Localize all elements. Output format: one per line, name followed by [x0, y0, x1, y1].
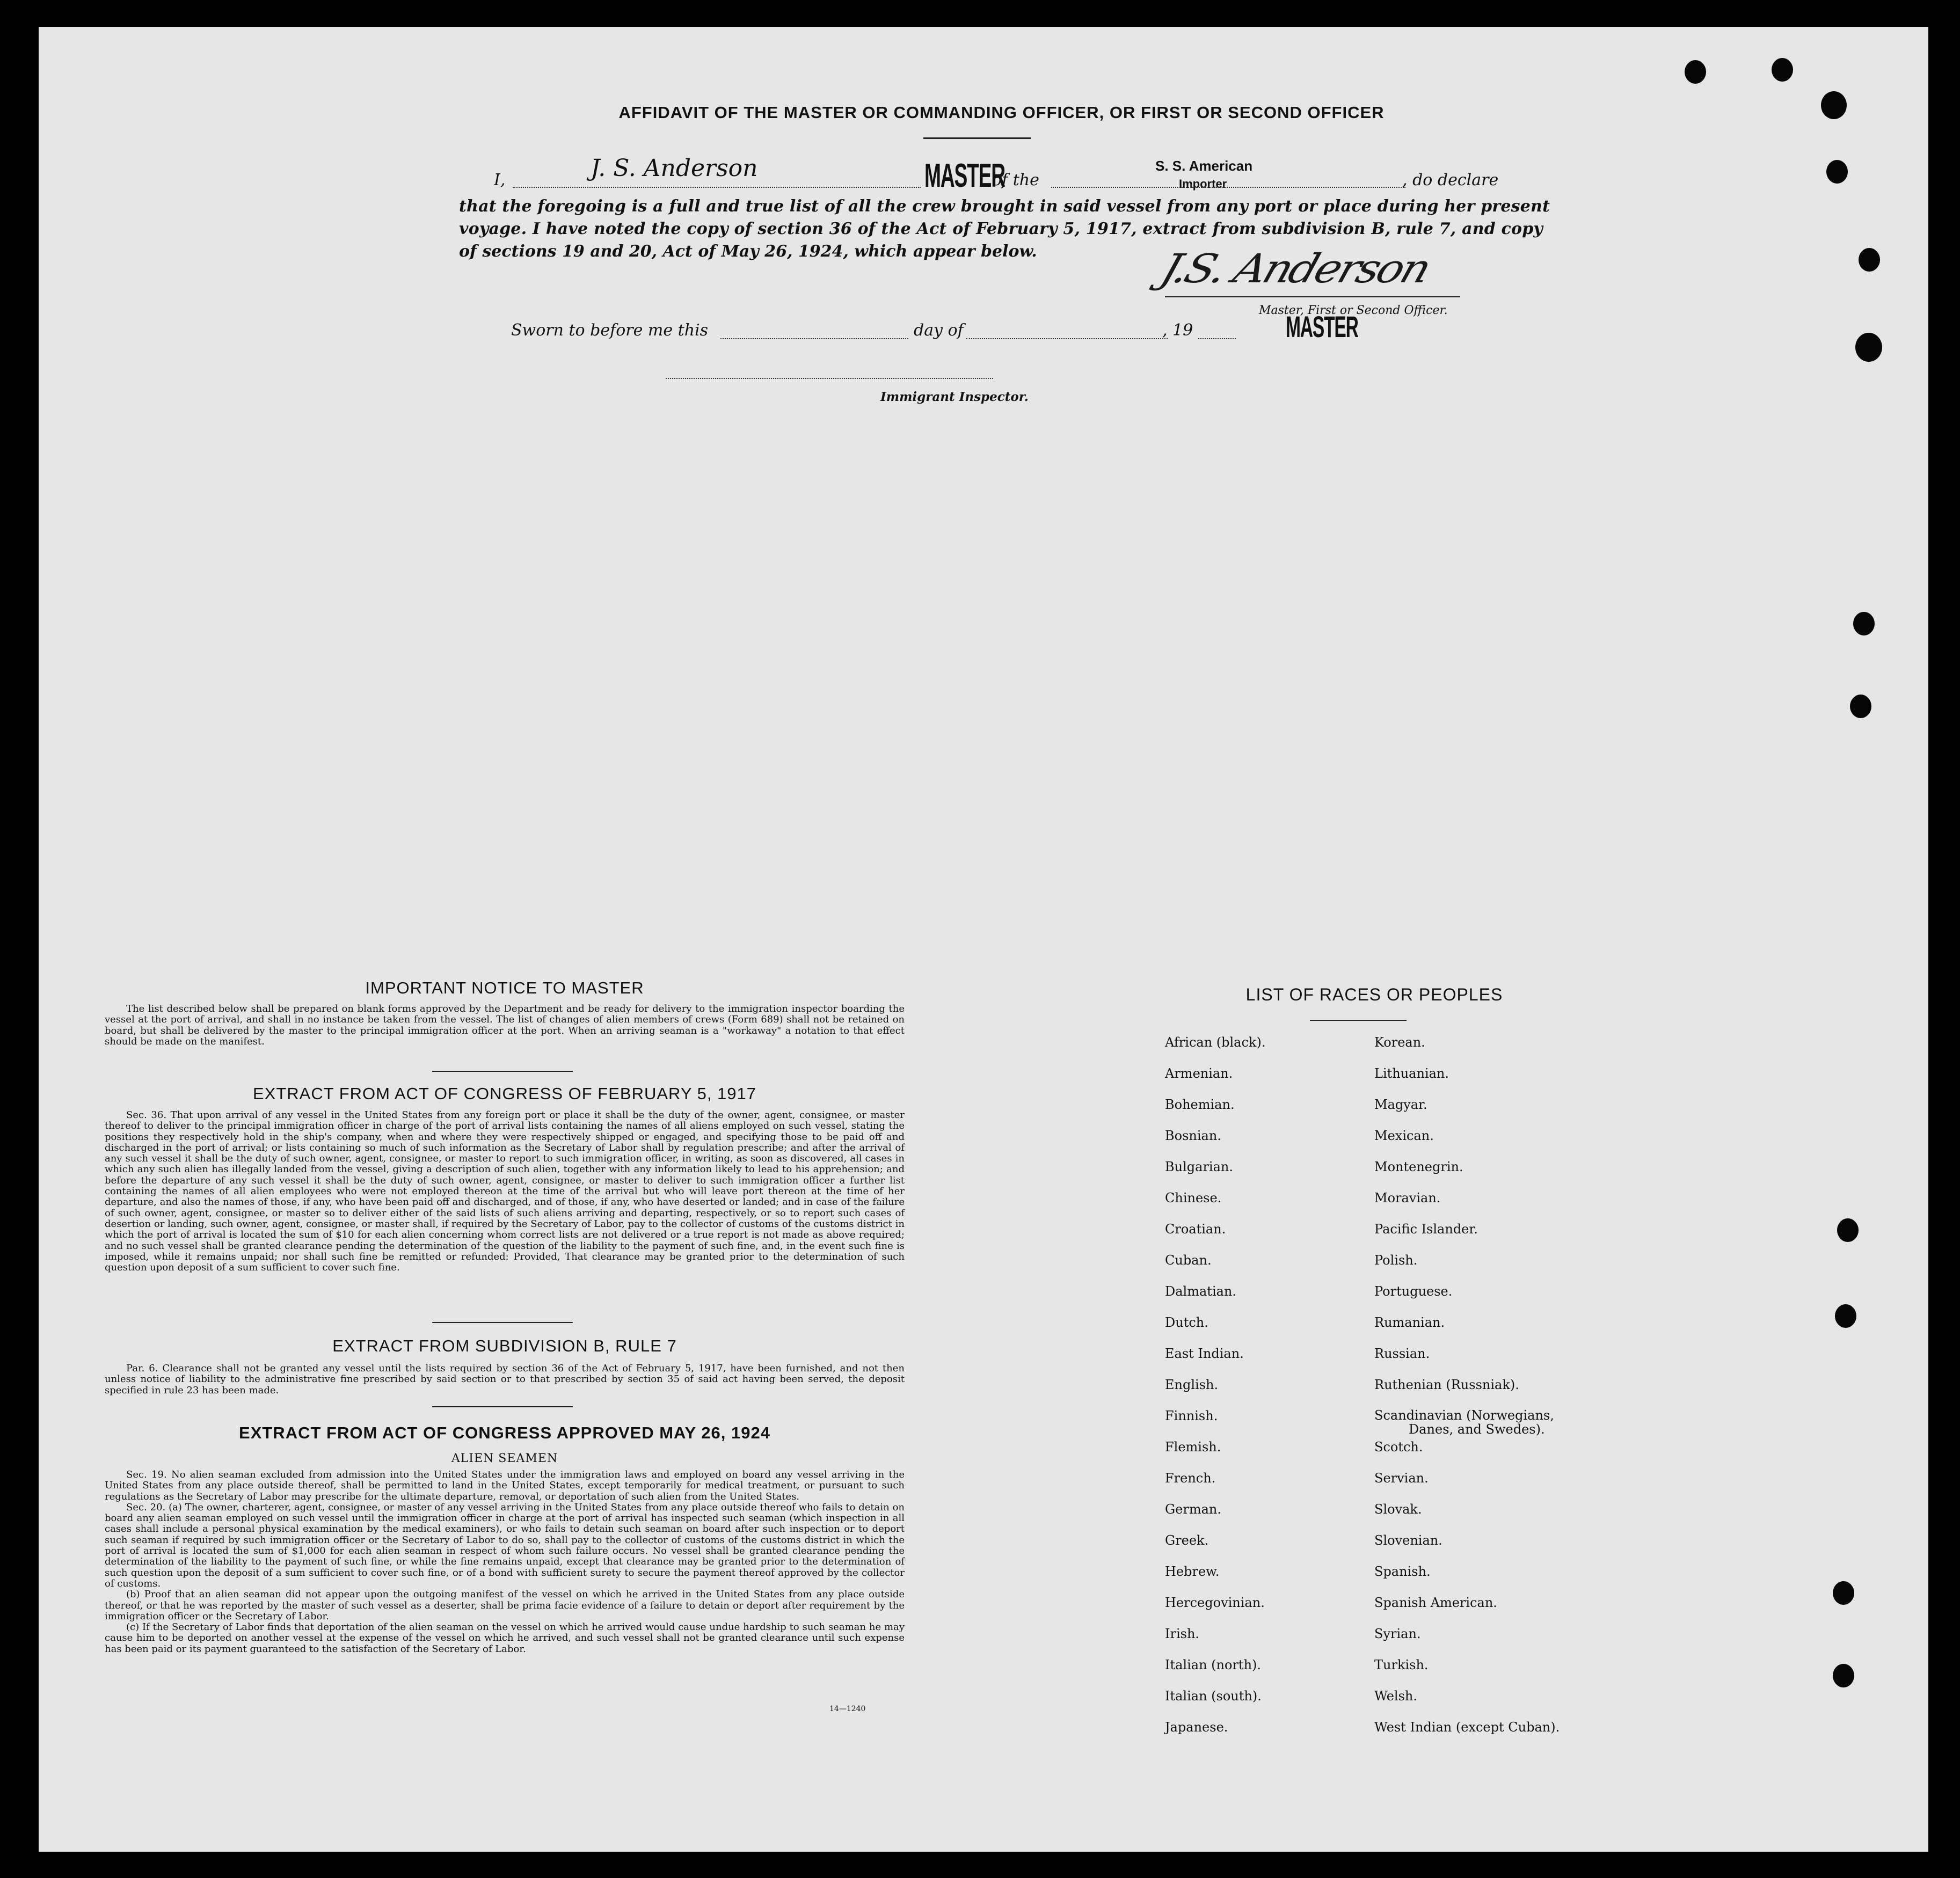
- race-item: Rumanian.: [1374, 1315, 1445, 1330]
- race-item: Ruthenian (Russniak).: [1374, 1377, 1519, 1392]
- master-name: J. S. Anderson: [591, 155, 758, 182]
- punch-hole: [1833, 1664, 1854, 1687]
- race-item: Scandinavian (Norwegians,: [1374, 1408, 1554, 1423]
- day-of-label: day of: [914, 321, 964, 340]
- race-item: Bohemian.: [1165, 1097, 1235, 1112]
- signature: J.S. Anderson: [1155, 246, 1436, 292]
- vessel-name-line1: S. S. American: [1155, 158, 1253, 174]
- extract-1924-sec20b: (b) Proof that an alien seaman did not appear upon the outgoing manifest of the vessel on which he arrived in the United States from any place outside thereof, or that he was reported by the master of such vessel as a deserter, shall be prima facie evidence of a failure to detain or deport after requirement by the immigration officer or the Secretary of Labor.: [105, 1589, 905, 1622]
- alien-seamen-subtitle: ALIEN SEAMEN: [451, 1452, 558, 1465]
- punch-hole: [1826, 160, 1848, 184]
- race-item: Hercegovinian.: [1165, 1595, 1265, 1610]
- form-number: 14—1240: [829, 1705, 866, 1713]
- declaration-line-2: that the foregoing is a full and true list of all the crew brought in said vessel from any port or place during her present: [459, 197, 1550, 216]
- race-item: East Indian.: [1165, 1346, 1244, 1361]
- race-item: Pacific Islander.: [1374, 1222, 1478, 1237]
- race-item: Mexican.: [1374, 1128, 1434, 1143]
- race-item: Bosnian.: [1165, 1128, 1221, 1143]
- race-item: Armenian.: [1165, 1066, 1233, 1081]
- sworn-month-line: [966, 338, 1168, 339]
- notice-paragraph: The list described below shall be prepared on blank forms approved by the Department and be ready for delivery to the immigration inspector boarding the vessel at the port of arrival, and shall in no instance be taken from the vessel. The list of changes of alien members of crews (Form 689) shall not be retained on board, but shall be delivered by the master to the principal immigration officer at the port. When an arriving seaman is a "workaway" a notation to that effect should be made on the manifest.: [105, 1003, 905, 1047]
- of-the-label: of the: [992, 171, 1039, 189]
- i-label: I,: [494, 171, 506, 189]
- punch-hole: [1855, 333, 1882, 362]
- punch-hole: [1835, 1304, 1856, 1328]
- sworn-year-line: [1198, 338, 1236, 339]
- race-item: Lithuanian.: [1374, 1066, 1449, 1081]
- punch-hole: [1833, 1581, 1854, 1605]
- rule7-title: EXTRACT FROM SUBDIVISION B, RULE 7: [332, 1336, 677, 1355]
- race-item: Irish.: [1165, 1626, 1200, 1641]
- race-item: Slovak.: [1374, 1502, 1422, 1517]
- sworn-day-line: [720, 338, 908, 339]
- vessel-line: [1051, 187, 1405, 188]
- signature-caption: Master, First or Second Officer.: [1259, 304, 1448, 317]
- inspector-line: [666, 378, 993, 379]
- race-item: Spanish.: [1374, 1564, 1431, 1579]
- section-divider: [432, 1406, 573, 1407]
- sworn-label: Sworn to before me this: [511, 321, 709, 340]
- do-declare-label: , do declare: [1402, 171, 1499, 189]
- punch-hole: [1859, 248, 1880, 272]
- race-item: Greek.: [1165, 1533, 1209, 1548]
- race-item: Cuban.: [1165, 1253, 1212, 1268]
- race-item: Polish.: [1374, 1253, 1418, 1268]
- race-item: Korean.: [1374, 1035, 1425, 1050]
- race-item: Chinese.: [1165, 1190, 1222, 1205]
- race-item: Scotch.: [1374, 1439, 1423, 1455]
- race-item: Moravian.: [1374, 1190, 1441, 1205]
- section-divider: [432, 1322, 573, 1323]
- race-item: West Indian (except Cuban).: [1374, 1720, 1560, 1735]
- extract-1917-body: [105, 1110, 905, 1273]
- races-divider: [1310, 1020, 1407, 1021]
- extract-1924-title: EXTRACT FROM ACT OF CONGRESS APPROVED MAY 26, 1924: [239, 1423, 770, 1442]
- punch-hole: [1837, 1218, 1859, 1242]
- extract-1917-title: EXTRACT FROM ACT OF CONGRESS OF FEBRUARY 5, 1917: [252, 1084, 757, 1103]
- race-item: Japanese.: [1165, 1720, 1228, 1735]
- race-item: Russian.: [1374, 1346, 1430, 1361]
- signature-line: [1165, 296, 1460, 297]
- notice-body: [105, 1004, 905, 1047]
- rule7-paragraph: Par. 6. Clearance shall not be granted any vessel until the lists required by section 36 of the Act of February 5, 1917, have been furnished, and not then unless notice of liability to the administrative fine prescribed by said section or to that prescribed by section 35 of said act having been served, the deposit specified in rule 23 has been made.: [105, 1363, 905, 1396]
- year-label: , 19: [1162, 321, 1193, 340]
- race-item: German.: [1165, 1502, 1221, 1517]
- section-divider: [432, 1071, 573, 1072]
- title-divider: [923, 137, 1031, 139]
- extract-1924-sec20a: Sec. 20. (a) The owner, charterer, agent, consignee, or master of any vessel arriving in the United States from any place outside thereof who fails to detain on board any alien seaman employed on such vessel until the immigration officer in charge at the port of arrival has inspected such seaman (which inspection in all cases shall include a personal physical examination by the medical examiners), or who fails to detain such seaman on board after such inspection or to deport such seaman if required by such immigration officer or the Secretary of Labor to do so, shall pay to the collector of customs of the customs district in which the port of arrival is located the sum of $1,000 for each alien seaman in respect of whom such failure occurs. No vessel shall be granted clearance pending the determination of the liability to the payment of such fine, or while the fine remains unpaid, except that clearance may be granted prior to the determination of such question upon the deposit of a sum sufficient to cover such fine, or of a bond with sufficient surety to secure the payment thereof approved by the collector of customs.: [105, 1501, 905, 1589]
- races-right-column: [1374, 1035, 1560, 1751]
- name-line: [513, 187, 921, 188]
- race-item: Turkish.: [1374, 1657, 1429, 1672]
- master-stamp-2: MASTER: [1286, 310, 1358, 344]
- master-stamp: MASTER: [924, 157, 1005, 194]
- extract-1924-sec19: Sec. 19. No alien seaman excluded from admission into the United States under the immigration laws and employed on board any vessel arriving in the United States from any place outside thereof, shall be permitted to land in the United States, except temporarily for medical treatment, or pursuant to such regulations as the Secretary of Labor may prescribe for the ultimate departure, removal, or deportation of such alien from the United States.: [105, 1469, 905, 1502]
- extract-1924-sec20c: (c) If the Secretary of Labor finds that deportation of the alien seaman on the vessel on which he arrived would cause undue hardship to such seaman he may cause him to be deported on another vessel at the expense of the vessel on which he arrived, and such vessel shall not be granted clearance until such expense has been paid or its payment guaranteed to the satisfaction of the Secretary of Labor.: [105, 1621, 905, 1655]
- races-left-column: [1165, 1035, 1265, 1751]
- affidavit-title: AFFIDAVIT OF THE MASTER OR COMMANDING OFFICER, OR FIRST OR SECOND OFFICER: [618, 103, 1385, 122]
- punch-hole: [1850, 695, 1871, 718]
- punch-hole: [1853, 612, 1875, 635]
- race-item: Croatian.: [1165, 1222, 1226, 1237]
- race-item: Montenegrin.: [1374, 1159, 1463, 1174]
- race-item: Slovenian.: [1374, 1533, 1442, 1548]
- extract-1917-paragraph: Sec. 36. That upon arrival of any vessel in the United States from any foreign port or place it shall be the duty of the owner, agent, consignee, or master thereof to deliver to the principal immigration officer in charge of the port of arrival lists containing the names of all aliens employed on such vessel, stating the positions they respectively hold in the ship's company, when and where they were respectively shipped or engaged, and specifying those to be paid off and discharged in the port of arrival; or lists containing so much of such information as the Secretary of Labor shall by regulation prescribe; and after the arrival of any such vessel it shall be the duty of such owner, agent, consignee, or master to report to such immigration officer, in writing, as soon as discovered, all cases in which any such alien has illegally landed from the vessel, giving a description of such alien, together with any information likely to lead to his apprehension; and before the departure of any such vessel it shall be the duty of such owner, agent, consignee, or master to deliver to such immigration officer a further list containing the names of all alien employees who were not employed thereon at the time of the arrival but who will leave port thereon at the time of her departure, and also the names of those, if any, who have been paid off and discharged, and of those, if any, who have deserted or landed; and in case of the failure of such owner, agent, consignee, or master so to deliver either of the said lists of such aliens arriving and departing, respectively, or so to report such cases of desertion or landing, such owner, agent, consignee, or master shall, if required by the Secretary of Labor, pay to the collector of customs of the customs district in which the port of arrival is located the sum of $10 for each alien concerning whom correct lists are not delivered or a true report is not made as above required; and no such vessel shall be granted clearance pending the determination of the question of the liability to the payment of such fine, and, in the event such fine is imposed, while it remains unpaid; nor shall such fine be remitted or refunded: Provided, That clearance may be granted prior to the determination of such question upon deposit of a sum sufficient to cover such fine.: [105, 1109, 905, 1274]
- race-item: Flemish.: [1165, 1439, 1221, 1455]
- race-item: Danes, and Swedes).: [1409, 1422, 1545, 1437]
- race-item: French.: [1165, 1471, 1216, 1486]
- declaration-line-4: of sections 19 and 20, Act of May 26, 1924, which appear below.: [459, 242, 1037, 261]
- extract-1924-body: [105, 1470, 905, 1655]
- vessel-name-line2: Importer: [1179, 177, 1227, 191]
- notice-title: IMPORTANT NOTICE TO MASTER: [365, 978, 644, 997]
- punch-hole: [1772, 58, 1793, 82]
- inspector-caption: Immigrant Inspector.: [880, 390, 1029, 404]
- race-item: Bulgarian.: [1165, 1159, 1233, 1174]
- race-item: Italian (south).: [1165, 1689, 1262, 1704]
- race-item: Spanish American.: [1374, 1595, 1497, 1610]
- race-item: Dutch.: [1165, 1315, 1208, 1330]
- race-item: Syrian.: [1374, 1626, 1421, 1641]
- race-item: African (black).: [1165, 1035, 1266, 1050]
- race-item: Magyar.: [1374, 1097, 1427, 1112]
- declaration-line-3: voyage. I have noted the copy of section 36 of the Act of February 5, 1917, extract from subdivision B, rule 7, and copy: [459, 220, 1543, 238]
- race-item: Finnish.: [1165, 1408, 1218, 1423]
- race-item: Dalmatian.: [1165, 1284, 1237, 1299]
- race-item: Welsh.: [1374, 1689, 1417, 1704]
- race-item: Hebrew.: [1165, 1564, 1220, 1579]
- punch-hole: [1685, 60, 1706, 84]
- race-item: English.: [1165, 1377, 1219, 1392]
- race-item: Italian (north).: [1165, 1657, 1262, 1672]
- race-item: Portuguese.: [1374, 1284, 1453, 1299]
- races-title: LIST OF RACES OR PEOPLES: [1245, 985, 1503, 1004]
- race-item: Servian.: [1374, 1471, 1429, 1486]
- rule7-body: [105, 1363, 905, 1396]
